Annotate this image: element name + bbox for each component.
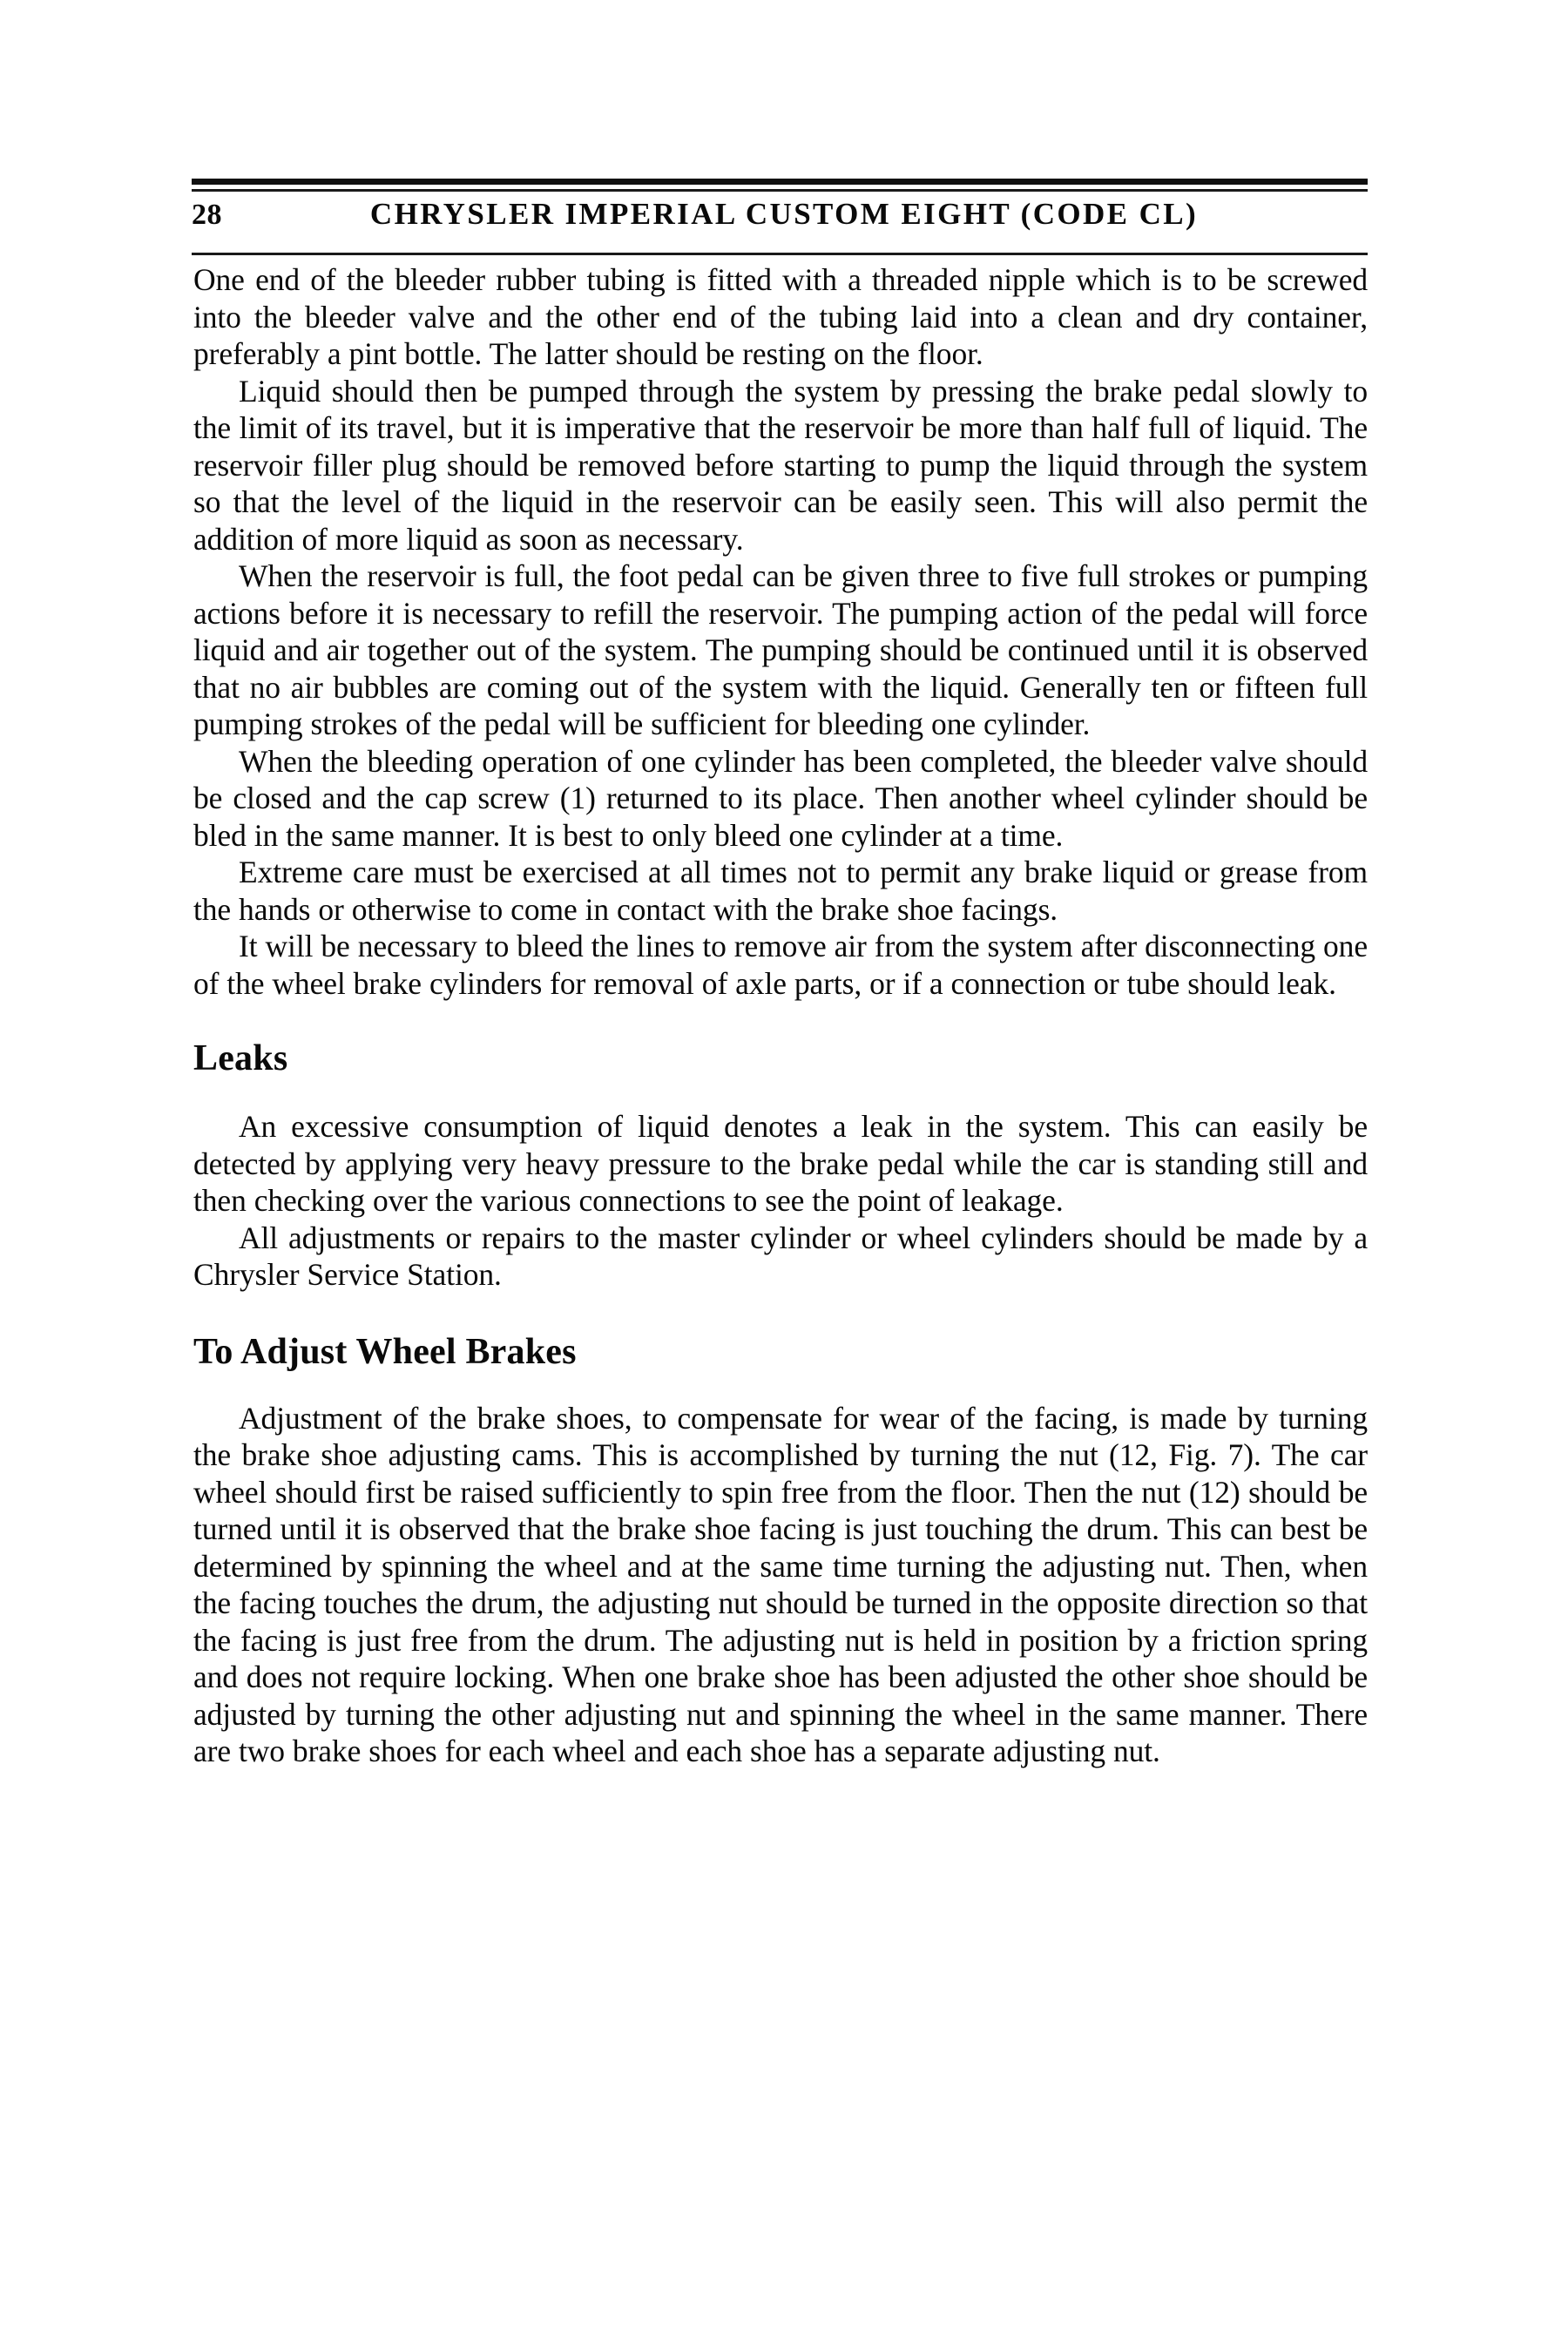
spacer xyxy=(193,1002,1368,1040)
header-line xyxy=(192,192,1368,244)
text-column xyxy=(193,261,1368,1770)
spacer xyxy=(193,1077,1368,1108)
body-paragraph: Liquid should then be pumped through the system by pressing the brake pedal slowly to the limit of its travel, but it is imperative that the reservoir be more than half full of liquid. The reservoir filler plug should be removed before starting to pump the liquid through the system so that the level of the liquid in the reservoir can be easily seen. This will also permit the addition of more liquid as soon as necessary. xyxy=(193,373,1368,557)
spacer xyxy=(193,1294,1368,1334)
body-paragraph: When the bleeding operation of one cylinder has been completed, the bleeder valve should be closed and the cap screw (1) returned to its place. Then another wheel cylinder should be bled in the same manner. It is best to only bleed one cylinder at a time. xyxy=(193,743,1368,853)
body-paragraph: All adjustments or repairs to the master cylinder or wheel cylinders should be made by a Chrysler Service Station. xyxy=(193,1220,1368,1292)
body-paragraph: When the reservoir is full, the foot pedal can be given three to five full strokes or pumping actions before it is necessary to refill the reservoir. The pumping action of the pedal will force liquid and air together out of the system. The pumping should be continued until it is observed that no air bubbles are coming out of the system with the liquid. Generally ten or fifteen full pumping strokes of the pedal will be sufficient for bleeding one cylinder. xyxy=(193,558,1368,741)
body-paragraph: One end of the bleeder rubber tubing is fitted with a threaded nipple which is to be screwed into the bleeder valve and the other end of the tubing laid into a clean and dry container, preferably a pint bottle. The latter should be resting on the floor. xyxy=(193,262,1368,371)
section-heading-leaks: Leaks xyxy=(193,1038,288,1078)
page-number: 28 xyxy=(192,199,222,231)
spacer xyxy=(193,1370,1368,1400)
section-heading-to-adjust-wheel-brakes: To Adjust Wheel Brakes xyxy=(193,1331,577,1372)
body-paragraph: It will be necessary to bleed the lines to remove air from the system after disconnecting one of the wheel brake cylinders for removal of axle parts, or if a connection or tube should leak. xyxy=(193,929,1368,1001)
header-rule-bottom xyxy=(192,253,1368,255)
running-head xyxy=(192,179,1368,255)
body-paragraph: Extreme care must be exercised at all times not to permit any brake liquid or grease from the hands or otherwise to come in contact with the brake shoe facings. xyxy=(193,855,1368,927)
body-paragraph: Adjustment of the brake shoes, to compensate for wear of the facing, is made by turning the brake shoe adjusting cams. This is accomplished by turning the nut (12, Fig. 7). The car wheel should first be raised sufficiently to spin free from the floor. Then the nut (12) should be turned until it is observed that the brake shoe facing is just touching the drum. This can best be determined by spinning the wheel and at the same time turning the adjusting nut. Then, when the facing touches the drum, the adjusting nut should be turned in the opposite direction so that the facing is just free from the drum. The adjusting nut is held in position by a friction spring and does not require locking. When one brake shoe has been adjusted the other shoe should be adjusted by turning the other adjusting nut and spinning the wheel in the same manner. There are two brake shoes for each wheel and each shoe has a separate adjusting nut. xyxy=(193,1400,1368,1768)
running-title: CHRYSLER IMPERIAL CUSTOM EIGHT (CODE CL) xyxy=(369,197,1199,231)
header-rule-thick xyxy=(192,179,1368,185)
body-paragraph: An excessive consumption of liquid denotes a leak in the system. This can easily be detected by applying very heavy pressure to the brake pedal while the car is standing still and then checking over the various connections to see the point of leakage. xyxy=(193,1109,1368,1218)
